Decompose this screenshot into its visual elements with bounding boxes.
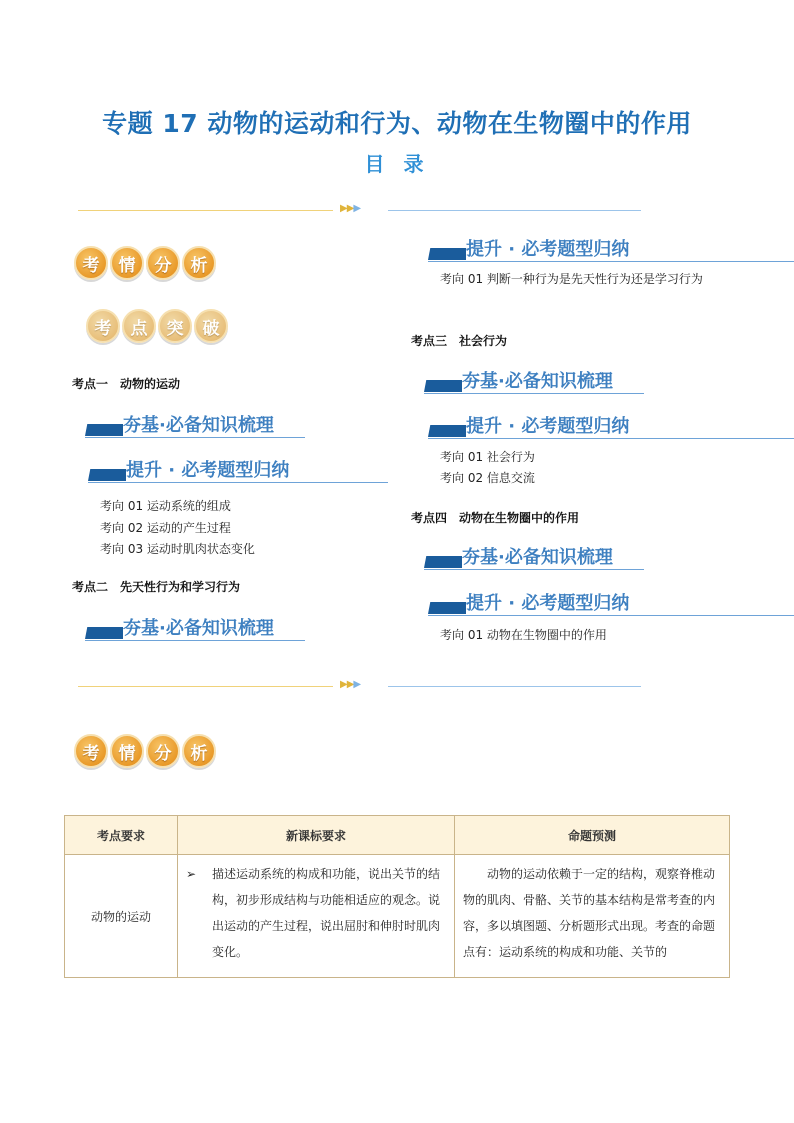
toc-heading: 目 录: [364, 152, 430, 176]
cell-requirement: ➢ 描述运动系统的构成和功能，说出关节的结构，初步形成结构与功能相适应的观念。说出运动的产生过程，说出屈肘和伸肘时肌肉变化。: [178, 855, 455, 978]
requirements-table: [64, 815, 730, 978]
kaodian-4: 考点四 动物在生物圈中的作用: [411, 511, 580, 525]
divider-bottom: [78, 679, 648, 693]
arrow-icons: ▶▶▶: [340, 203, 361, 214]
banner-basic-3: 夯基·必备知识梳理: [424, 372, 644, 394]
table-row: [65, 855, 730, 978]
list-item: 考向 01 动物在生物圈中的作用: [440, 628, 607, 642]
list-item: 考向 02 信息交流: [440, 471, 535, 485]
kaodian-1: 考点一 动物的运动: [72, 377, 181, 391]
kaodian-2: 考点二 先天性行为和学习行为: [72, 580, 241, 594]
cell-topic: 动物的运动: [65, 855, 178, 978]
cell-forecast: 动物的运动依赖于一定的结构，观察脊椎动物的肌肉、骨骼、关节的基本结构是常考查的内容，多以填图题、分析题形式出现。考查的命题点有：运动系统的构成和功能、关节的: [455, 855, 730, 978]
banner-basic-2: 夯基·必备知识梳理: [85, 619, 305, 641]
kaodian-3: 考点三 社会行为: [411, 334, 508, 348]
banner-improve-3: 提升 · 必考题型归纳: [428, 417, 794, 439]
banner-improve-4: 提升 · 必考题型归纳: [428, 594, 794, 616]
badge-analysis-section: 考 情 分 析: [74, 734, 216, 768]
arrow-bullet-icon: ➢: [186, 867, 197, 881]
arrow-icons: ▶▶▶: [340, 679, 361, 690]
banner-improve-1: 提升 · 必考题型归纳: [88, 461, 388, 483]
banner-improve-2: 提升 · 必考题型归纳: [428, 240, 794, 262]
list-item: 考向 01 社会行为: [440, 450, 535, 464]
table-header-row: [65, 816, 730, 855]
header-forecast: 命题预测: [455, 816, 730, 855]
badge-analysis: 考 情 分 析: [74, 246, 216, 280]
list-item: 考向 02 运动的产生过程: [100, 521, 231, 535]
list-item: 考向 01 运动系统的组成: [100, 499, 231, 513]
header-topic: 考点要求: [65, 816, 178, 855]
list-item: 考向 01 判断一种行为是先天性行为还是学习行为: [440, 272, 703, 286]
divider-top: [78, 203, 648, 217]
list-item: 考向 03 运动时肌肉状态变化: [100, 542, 255, 556]
badge-breakthrough: 考 点 突 破: [86, 309, 228, 343]
header-requirement: 新课标要求: [178, 816, 455, 855]
banner-basic-1: 夯基·必备知识梳理: [85, 416, 305, 438]
document-title: 专题 17 动物的运动和行为、动物在生物圈中的作用: [102, 109, 692, 138]
banner-basic-4: 夯基·必备知识梳理: [424, 548, 644, 570]
